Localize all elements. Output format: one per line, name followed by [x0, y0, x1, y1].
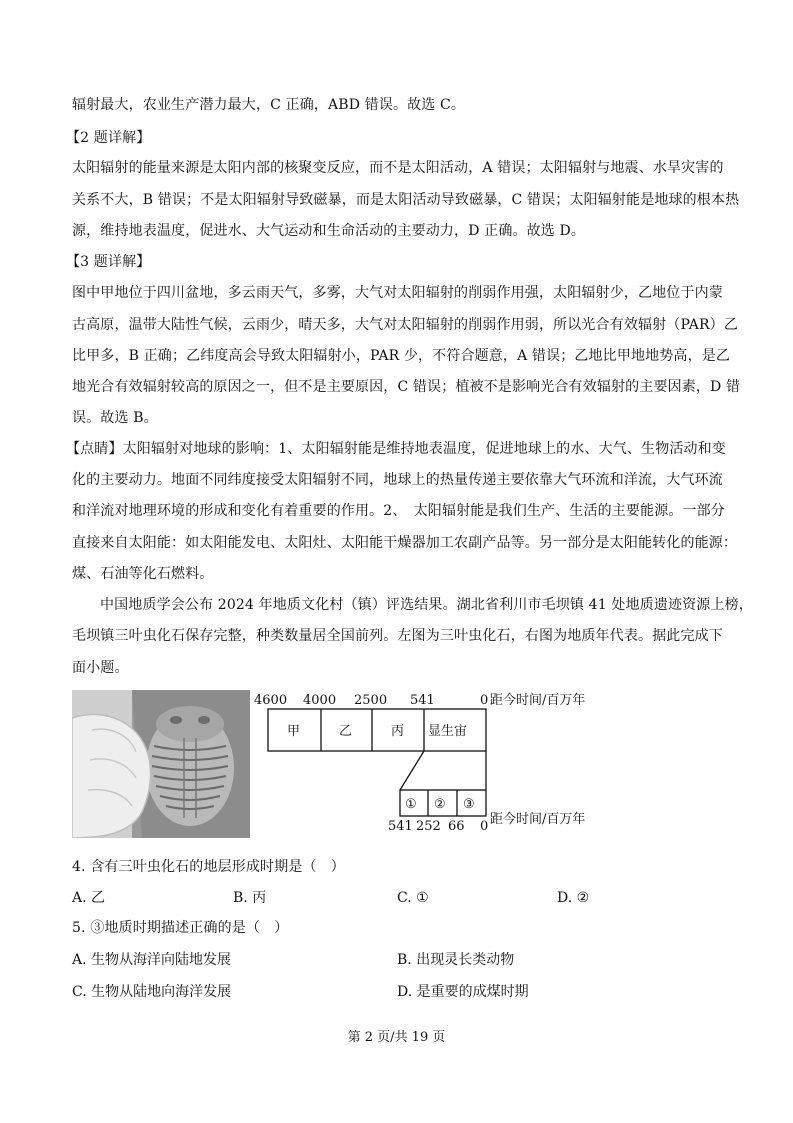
paragraph-line: 关系不大，B 错误；不是太阳辐射导致磁暴，而是太阳活动导致磁暴，C 错误；太阳辐射能是地球的根本热 — [72, 192, 740, 208]
top-tick-label: 541 — [410, 693, 435, 708]
q5-option-d[interactable]: D. 是重要的成煤时期 — [397, 984, 529, 1000]
paragraph-line: 源，维持地表温度，促进水、大气运动和生命活动的主要动力，D 正确。故选 D。 — [72, 223, 586, 239]
q4-option-c[interactable]: C. ① — [397, 890, 429, 906]
top-tick-label: 2500 — [354, 693, 388, 708]
bottom-tick-label: 252 — [416, 819, 441, 834]
paragraph-line: 古高原，温带大陆性气候，云雨少，晴天多，大气对太阳辐射的削弱作用弱，所以光合有效辐射（PAR）乙 — [72, 317, 738, 333]
eon-label: 丙 — [391, 724, 405, 739]
eon-label: 甲 — [287, 724, 301, 739]
key-point-line: 【点睛】太阳辐射对地球的影响：1、太阳辐射能是维持地表温度，促进地球上的水、大气、生物活动和变 — [66, 441, 726, 457]
paragraph-line: 地光合有效辐射较高的原因之一，但不是主要原因，C 错误；植被不是影响光合有效辐射的主要因素，D 错 — [72, 379, 741, 395]
q5-option-c[interactable]: C. 生物从陆地向海洋发展 — [72, 984, 232, 1000]
q4-option-d[interactable]: D. ② — [557, 890, 590, 906]
eon-label: 乙 — [339, 724, 353, 739]
key-point-line: 煤、石油等化石燃料。 — [72, 566, 214, 582]
question-4-stem: 4. 含有三叶虫化石的地层形成时期是（ ） — [72, 859, 345, 875]
top-axis-unit: 距今时间/百万年 — [490, 693, 586, 708]
figure-block — [72, 690, 612, 840]
paragraph-line: 图中甲地位于四川盆地，多云雨天气，多雾，大气对太阳辐射的削弱作用强，太阳辐射少，乙地位于内蒙 — [72, 285, 723, 301]
top-tick-label: 4000 — [303, 693, 337, 708]
section-heading-q2: 【2 题详解】 — [66, 130, 151, 146]
section-heading-q3: 【3 题详解】 — [66, 254, 151, 270]
trilobite-fossil-photo — [72, 690, 250, 838]
geologic-time-scale — [254, 690, 612, 840]
q4-option-b[interactable]: B. 丙 — [233, 890, 267, 906]
page-footer: 第 2 页/共 19 页 — [347, 1030, 446, 1045]
intro-line: 中国地质学会公布 2024 年地质文化村（镇）评选结果。湖北省利川市毛坝镇 41 处地质遗迹资源上榜， — [100, 597, 753, 613]
eon-label: 显生宙 — [428, 724, 468, 739]
q5-option-a[interactable]: A. 生物从海洋向陆地发展 — [72, 952, 232, 968]
bottom-tick-label: 66 — [448, 819, 465, 834]
intro-line: 毛坝镇三叶虫化石保存完整，种类数量居全国前列。左图为三叶虫化石，右图为地质年代表。据此完成下 — [72, 628, 723, 644]
question-5-stem: 5. ③地质时期描述正确的是（ ） — [72, 920, 289, 936]
key-point-line: 化的主要动力。地面不同纬度接受太阳辐射不同，地球上的热量传递主要依靠大气环流和洋流，大气环流 — [72, 472, 723, 488]
top-tick-label: 4600 — [254, 693, 288, 708]
q5-option-b[interactable]: B. 出现灵长类动物 — [397, 952, 515, 968]
key-point-line: 和洋流对地理环境的形成和变化有着重要的作用。2、 太阳辐射能是我们生产、生活的主要能源。一部分 — [72, 503, 725, 519]
paragraph-line: 辐射最大，农业生产潜力最大，C 正确，ABD 错误。故选 C。 — [72, 97, 466, 113]
era-label: ① — [405, 797, 417, 812]
era-label: ② — [434, 797, 446, 812]
bottom-tick-label: 0 — [480, 819, 489, 834]
q4-option-a[interactable]: A. 乙 — [72, 890, 106, 906]
intro-line: 面小题。 — [72, 660, 129, 676]
paragraph-line: 太阳辐射的能量来源是太阳内部的核聚变反应，而不是太阳活动，A 错误；太阳辐射与地震、水旱灾害的 — [72, 160, 724, 176]
top-tick-label: 0 — [480, 693, 489, 708]
key-point-line: 直接来自太阳能：如太阳能发电、太阳灶、太阳能干燥器加工农副产品等。另一部分是太阳能转化的能源： — [72, 535, 738, 551]
bottom-axis-unit: 距今时间/百万年 — [490, 812, 586, 827]
paragraph-line: 比甲多，B 正确；乙纬度高会导致太阳辐射小，PAR 少，不符合题意，A 错误；乙地比甲地地势高，是乙 — [72, 348, 731, 364]
paragraph-line: 误。故选 B。 — [72, 410, 158, 426]
era-label: ③ — [463, 797, 475, 812]
bottom-tick-label: 541 — [388, 819, 413, 834]
